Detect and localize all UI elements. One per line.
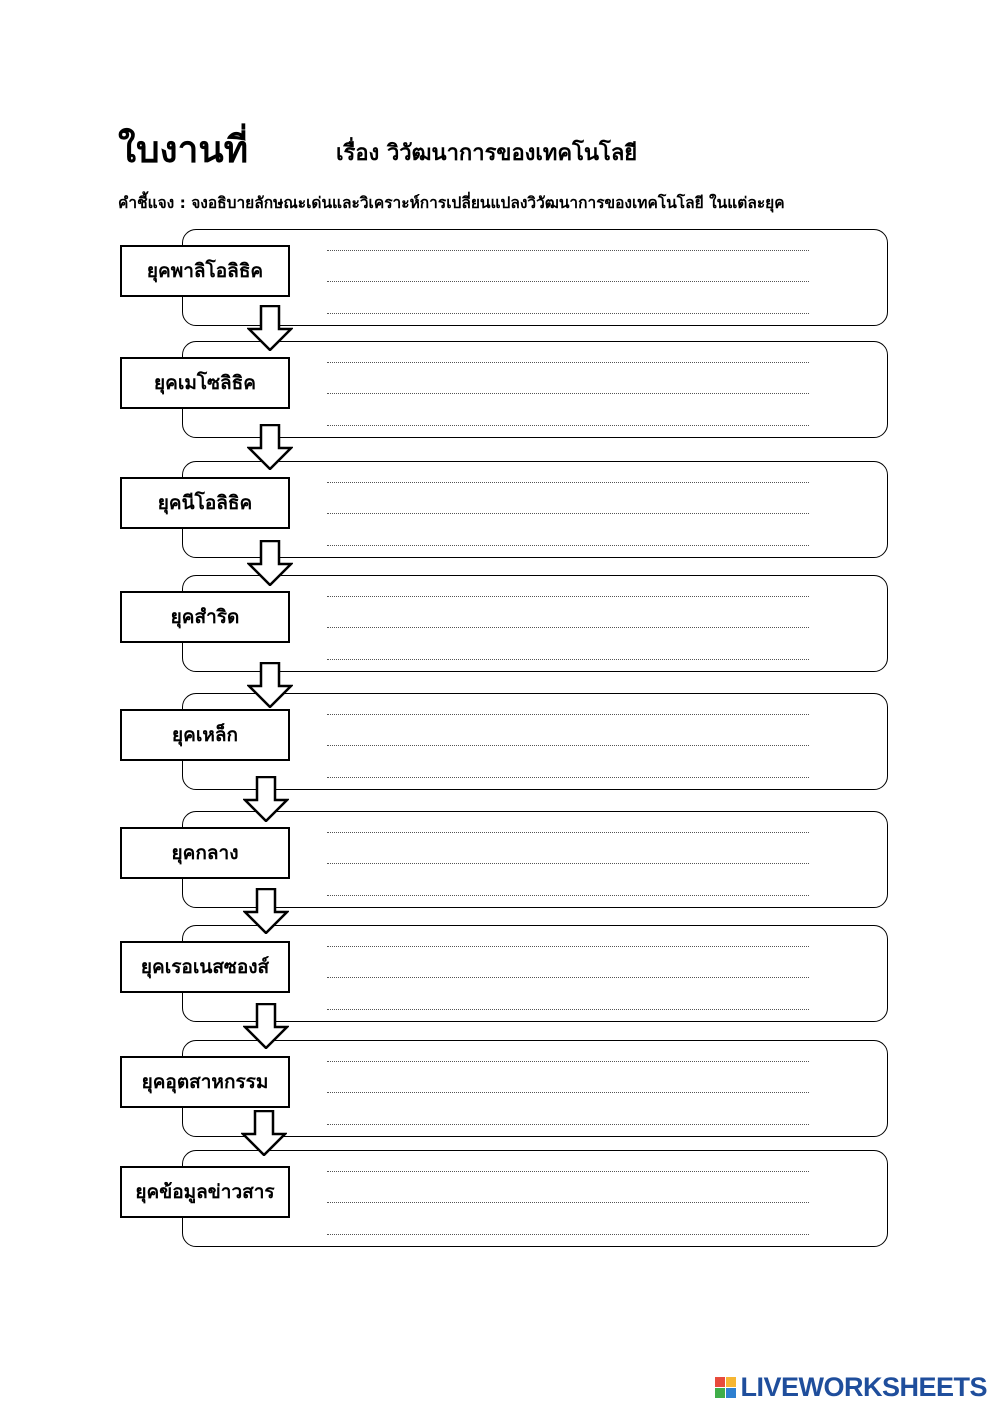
answer-line[interactable]: [327, 1234, 809, 1235]
answer-line[interactable]: [327, 895, 809, 896]
era-row: [0, 811, 999, 911]
logo-square: [726, 1377, 736, 1387]
answer-line[interactable]: [327, 425, 809, 426]
answer-line[interactable]: [327, 482, 809, 483]
down-arrow-icon: [241, 1110, 287, 1156]
answer-line[interactable]: [327, 313, 809, 314]
logo-mark-icon: [715, 1377, 736, 1398]
answer-line[interactable]: [327, 1009, 809, 1010]
answer-line[interactable]: [327, 1061, 809, 1062]
answer-line[interactable]: [327, 946, 809, 947]
answer-line[interactable]: [327, 627, 809, 628]
answer-line[interactable]: [327, 777, 809, 778]
down-arrow-icon: [243, 776, 289, 822]
answer-line[interactable]: [327, 513, 809, 514]
era-label: ยุคเหล็ก: [120, 709, 290, 761]
instruction-text: คำชี้แจง : จงอธิบายลักษณะเด่นและวิเคราะห์การเปลี่ยนแปลงวิวัฒนาการของเทคโนโลยี ในแต่ละยุค: [118, 194, 785, 212]
era-label: ยุคกลาง: [120, 827, 290, 879]
down-arrow-icon: [247, 540, 293, 586]
era-label: ยุคสำริด: [120, 591, 290, 643]
era-label: ยุคนีโอลิธิค: [120, 477, 290, 529]
down-arrow-icon: [247, 424, 293, 470]
answer-line[interactable]: [327, 745, 809, 746]
answer-line[interactable]: [327, 1124, 809, 1125]
era-row: [0, 1040, 999, 1140]
down-arrow-icon: [247, 662, 293, 708]
era-label: ยุคข้อมูลข่าวสาร: [120, 1166, 290, 1218]
era-row: [0, 1150, 999, 1250]
era-label: ยุคเมโซลิธิค: [120, 357, 290, 409]
answer-line[interactable]: [327, 1092, 809, 1093]
era-row: [0, 693, 999, 793]
era-row: [0, 575, 999, 675]
answer-line[interactable]: [327, 1171, 809, 1172]
era-label: ยุคเรอเนสซองส์: [120, 941, 290, 993]
answer-line[interactable]: [327, 832, 809, 833]
answer-line[interactable]: [327, 393, 809, 394]
liveworksheets-logo: [715, 1372, 987, 1403]
answer-line[interactable]: [327, 977, 809, 978]
era-row: [0, 925, 999, 1025]
down-arrow-icon: [247, 305, 293, 351]
era-label: ยุคอุตสาหกรรม: [120, 1056, 290, 1108]
answer-line[interactable]: [327, 1202, 809, 1203]
down-arrow-icon: [243, 888, 289, 934]
worksheet-title: ใบงานที่: [118, 128, 249, 171]
logo-square: [715, 1377, 725, 1387]
answer-line[interactable]: [327, 362, 809, 363]
era-row: [0, 229, 999, 329]
answer-line[interactable]: [327, 714, 809, 715]
era-label: ยุคพาลิโอลิธิค: [120, 245, 290, 297]
logo-text: LIVEWORKSHEETS: [740, 1372, 987, 1402]
down-arrow-icon: [243, 1003, 289, 1049]
worksheet-subject: เรื่อง วิวัฒนาการของเทคโนโลยี: [336, 141, 638, 166]
answer-line[interactable]: [327, 596, 809, 597]
era-row: [0, 461, 999, 561]
answer-line[interactable]: [327, 545, 809, 546]
logo-square: [715, 1388, 725, 1398]
answer-line[interactable]: [327, 281, 809, 282]
answer-line[interactable]: [327, 863, 809, 864]
answer-line[interactable]: [327, 250, 809, 251]
era-row: [0, 341, 999, 441]
logo-square: [726, 1388, 736, 1398]
answer-line[interactable]: [327, 659, 809, 660]
